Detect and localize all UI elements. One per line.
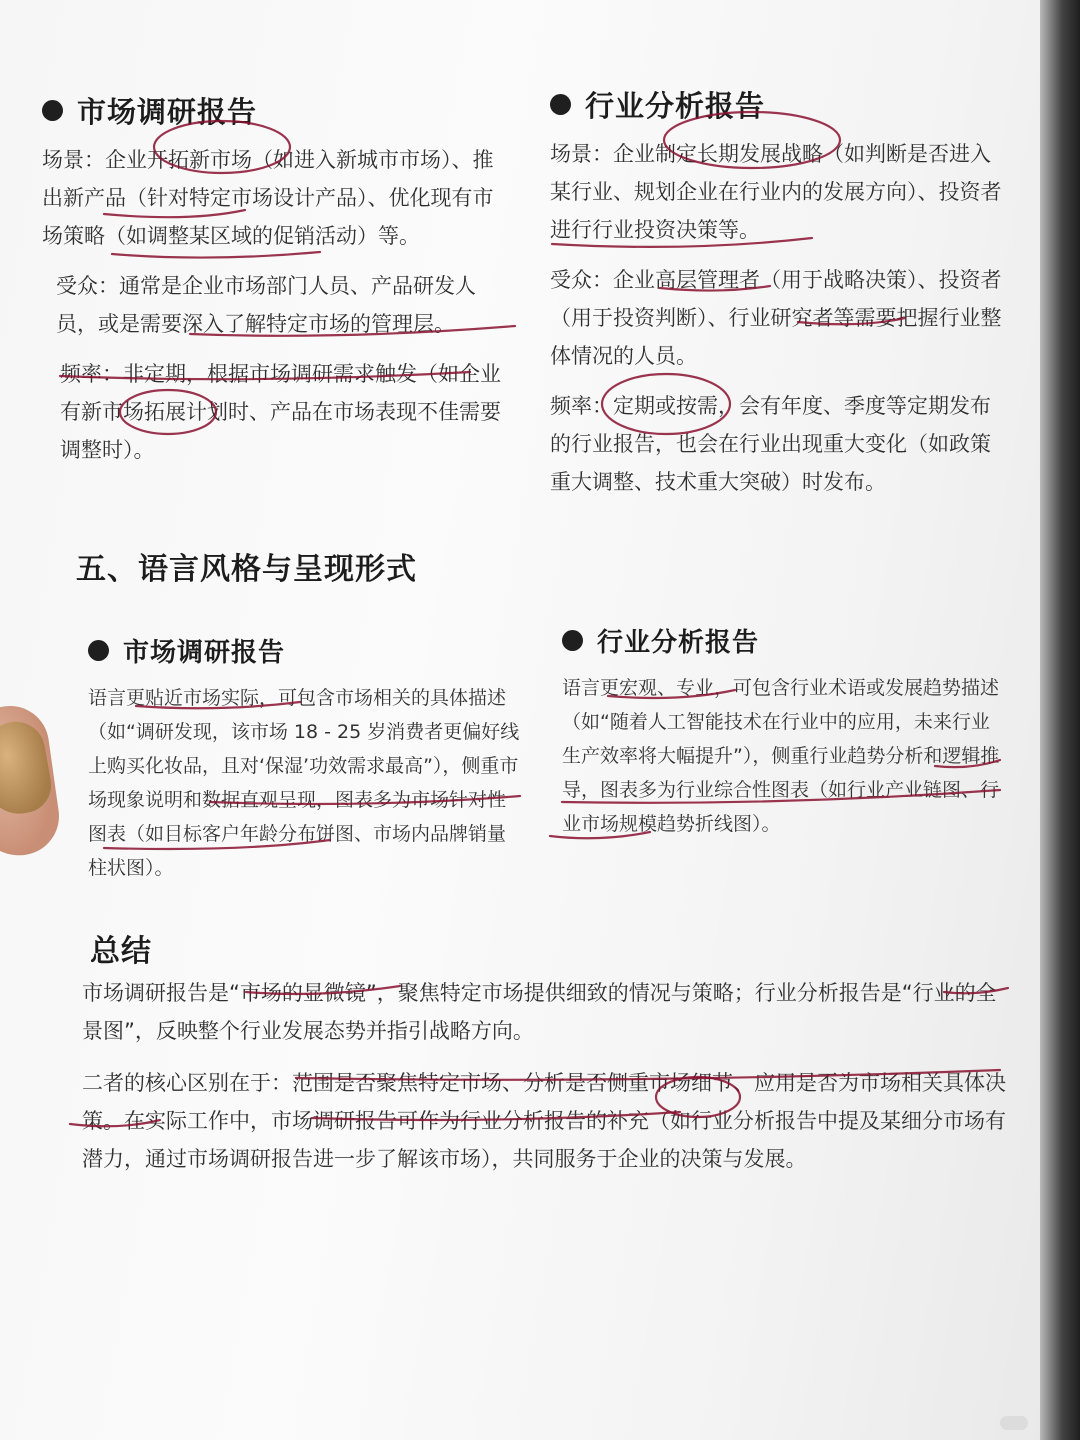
s4-industry-scene: 场景：企业制定长期发展战略（如判断是否进入某行业、规划企业在行业内的发展方向）、投资者进行行业投资决策等。 <box>550 142 1002 242</box>
s4-industry-frequency: 频率：定期或按需，会有年度、季度等定期发布的行业报告，也会在行业出现重大变化（如政策重大调整、技术重大突破）时发布。 <box>550 394 991 494</box>
dark-background-edge <box>1040 0 1080 1440</box>
summary-p2: 二者的核心区别在于：范围是否聚焦特定市场、分析是否侧重市场细节、应用是否为市场相关具体决策。在实际工作中，市场调研报告可作为行业分析报告的补充（如行业分析报告中提及某细分市场有潜力，通过市场调研报告进一步了解该市场），共同服务于企业的决策与发展。 <box>82 1071 1006 1171</box>
s5-market-heading <box>88 632 523 669</box>
s5-industry-body: 语言更宏观、专业，可包含行业术语或发展趋势描述（如“随着人工智能技术在行业中的应用，未来行业生产效率将大幅提升”），侧重行业趋势分析和逻辑推导，图表多为行业综合性图表（如行业产业链图、行业市场规模趋势折线图）。 <box>562 677 1000 835</box>
s5-market-block <box>88 632 523 885</box>
s4-industry-audience: 受众：企业高层管理者（用于战略决策）、投资者（用于投资判断）、行业研究者等需要把握行业整体情况的人员。 <box>550 268 1002 368</box>
bullet-icon <box>88 640 109 661</box>
s5-industry-block <box>562 622 1002 841</box>
s5-market-body: 语言更贴近市场实际，可包含市场相关的具体描述（如“调研发现，该市场 18 - 25 岁消费者更偏好线上购买化妆品，且对‘保湿’功效需求最高”），侧重市场现象说明和数据直观呈现，图表多为市场针对性图表（如目标客户年龄分布饼图、市场内品牌销量柱状图）。 <box>88 687 520 879</box>
s5-industry-title: 行业分析报告 <box>597 628 760 658</box>
s4-industry-block <box>550 84 1005 509</box>
s4-market-audience: 受众：通常是企业市场部门人员、产品研发人员，或是需要深入了解特定市场的管理层。 <box>56 274 476 336</box>
summary-block <box>82 926 1012 1186</box>
s4-market-frequency: 频率：非定期，根据市场调研需求触发（如企业有新市场拓展计划时、产品在市场表现不佳需要调整时）。 <box>60 362 501 462</box>
s5-market-title: 市场调研报告 <box>123 638 286 668</box>
s4-market-scene: 场景：企业开拓新市场（如进入新城市市场）、推出新产品（针对特定市场设计产品）、优化现有市场策略（如调整某区域的促销活动）等。 <box>42 148 494 248</box>
s4-market-block <box>42 90 512 477</box>
s5-heading: 五、语言风格与呈现形式 <box>76 552 417 587</box>
s4-market-title: 市场调研报告 <box>77 95 258 129</box>
summary-heading: 总结 <box>90 934 152 969</box>
bullet-icon <box>562 630 583 651</box>
bullet-icon <box>42 100 63 121</box>
bullet-icon <box>550 94 571 115</box>
s4-industry-title: 行业分析报告 <box>585 89 766 123</box>
watermark-badge <box>1000 1416 1028 1430</box>
s4-market-heading <box>42 90 512 131</box>
summary-p1: 市场调研报告是“市场的显微镜”，聚焦特定市场提供细致的情况与策略；行业分析报告是“行业的全景图”，反映整个行业发展态势并指引战略方向。 <box>82 981 997 1043</box>
s5-industry-heading <box>562 622 1002 659</box>
s4-industry-heading <box>550 84 1005 125</box>
